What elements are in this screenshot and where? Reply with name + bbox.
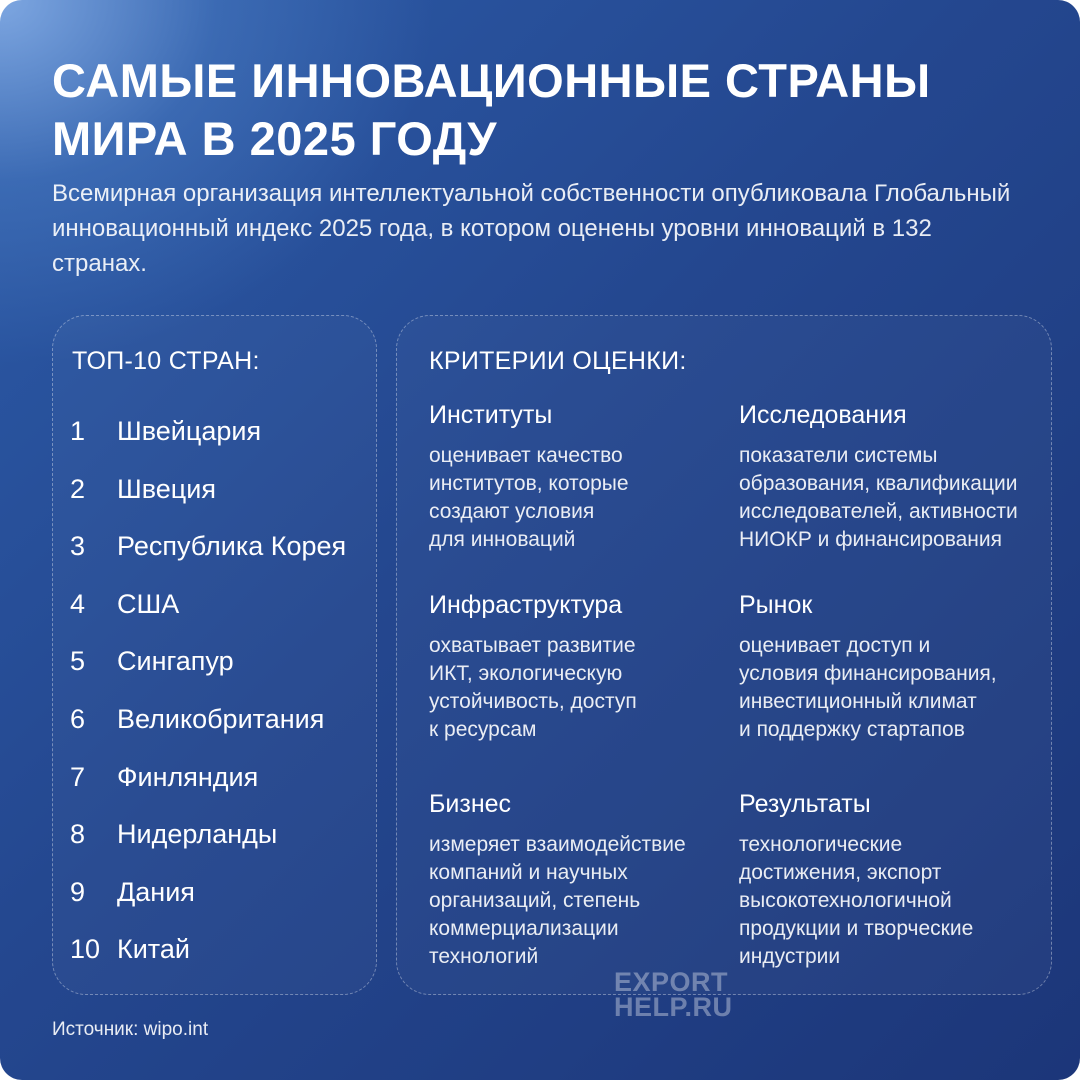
country-name: Нидерланды bbox=[117, 819, 278, 850]
list-item bbox=[70, 529, 346, 587]
country-rank: 9 bbox=[70, 876, 86, 907]
top10-panel bbox=[52, 315, 377, 995]
criterion-description: технологические достижения, экспорт высокотехнологичной продукции и творческие индустрии bbox=[739, 833, 974, 968]
country-rank: 3 bbox=[70, 531, 86, 562]
list-item bbox=[70, 472, 346, 530]
country-name: Швеция bbox=[117, 473, 216, 504]
criterion-description: охватывает развитие ИКТ, экологическую устойчивость, доступ к ресурсам bbox=[429, 634, 637, 741]
criterion-title: Рынок bbox=[739, 591, 813, 619]
country-rank: 10 bbox=[70, 934, 101, 965]
country-name: Китай bbox=[117, 934, 190, 965]
country-name: Сингапур bbox=[117, 646, 234, 677]
criterion-title: Институты bbox=[429, 401, 553, 429]
list-item bbox=[70, 760, 346, 818]
page-title: САМЫЕ ИННОВАЦИОННЫЕ СТРАНЫ МИРА В 2025 ГОДУ bbox=[52, 54, 931, 165]
watermark-line: HELP.RU bbox=[614, 992, 733, 1022]
country-rank: 5 bbox=[70, 646, 86, 677]
list-item bbox=[70, 587, 346, 645]
criterion-business bbox=[429, 789, 729, 971]
country-name: Дания bbox=[117, 876, 195, 907]
country-rank: 8 bbox=[70, 819, 86, 850]
country-rank: 4 bbox=[70, 588, 86, 619]
criterion-description: оценивает качество институтов, которые создают условия для инноваций bbox=[429, 444, 629, 551]
watermark-line: EXPORT bbox=[614, 967, 729, 997]
criterion-description: измеряет взаимодействие компаний и научных организаций, степень коммерциализации технологий bbox=[429, 833, 686, 968]
list-item bbox=[70, 932, 346, 990]
criterion-market bbox=[739, 590, 1039, 744]
country-name: Швейцария bbox=[117, 416, 262, 446]
country-rank: 1 bbox=[70, 416, 86, 446]
criteria-panel bbox=[396, 315, 1052, 995]
watermark-logo bbox=[614, 967, 733, 1022]
country-name: Великобритания bbox=[117, 703, 325, 734]
list-item bbox=[70, 875, 346, 933]
criterion-research bbox=[739, 400, 1039, 554]
criterion-infrastructure bbox=[429, 590, 729, 744]
list-item bbox=[70, 817, 346, 875]
country-list bbox=[70, 414, 346, 990]
criterion-title: Результаты bbox=[739, 790, 871, 818]
criteria-heading: КРИТЕРИИ ОЦЕНКИ: bbox=[429, 347, 687, 375]
list-item bbox=[70, 702, 346, 760]
page-subtitle: Всемирная организация интеллектуальной собственности опубликовала Глобальный инновационный индекс 2025 года, в котором оценены уровни инноваций в 132 странах. bbox=[52, 180, 1011, 277]
country-name: Финляндия bbox=[117, 761, 259, 792]
country-rank: 7 bbox=[70, 761, 86, 792]
list-item bbox=[70, 644, 346, 702]
list-item bbox=[70, 414, 346, 472]
criterion-description: показатели системы образования, квалификации исследователей, активности НИОКР и финансирования bbox=[739, 444, 1018, 551]
top10-heading: ТОП-10 СТРАН: bbox=[72, 347, 260, 375]
criterion-title: Инфраструктура bbox=[429, 591, 623, 619]
country-name: США bbox=[117, 588, 180, 619]
country-rank: 2 bbox=[70, 473, 86, 504]
country-rank: 6 bbox=[70, 703, 86, 734]
source-note: Источник: wipo.int bbox=[52, 1019, 209, 1040]
criterion-results bbox=[739, 789, 1039, 971]
criterion-institutes bbox=[429, 400, 729, 554]
country-name: Республика Корея bbox=[117, 531, 347, 562]
criterion-title: Исследования bbox=[739, 401, 907, 429]
criterion-title: Бизнес bbox=[429, 790, 512, 818]
criterion-description: оценивает доступ и условия финансирования, инвестиционный климат и поддержку стартапов bbox=[739, 634, 997, 741]
